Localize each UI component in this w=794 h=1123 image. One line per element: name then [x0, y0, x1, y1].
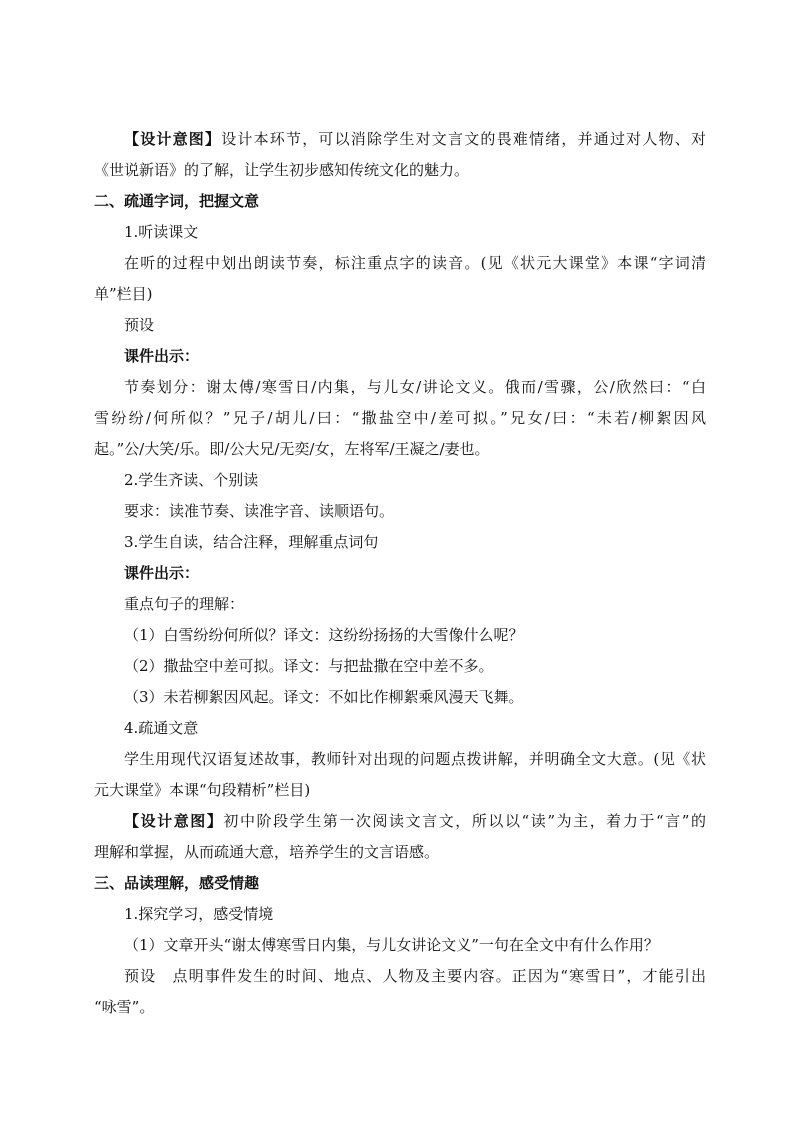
rhythm-line-1: 节奏划分：谢太傅/寒雪日/内集，与儿女/讲论文义。俄而/雪骤，公/欣然曰：“白	[124, 378, 706, 396]
design-intent-paragraph-1: 【设计意图】设计本环节，可以消除学生对文言文的畏难情绪，并通过对人物、对	[124, 130, 706, 148]
question-1: （1）文章开头“谢太傅寒雪日内集，与儿女讲论文义”一句在全文中有什么作用？	[124, 936, 659, 954]
listen-instruction-line-2: 单”栏目)	[94, 285, 153, 303]
rhythm-line-3: 起。”公/大笑/乐。即/公大兄/无奕/女，左将军/王凝之/妻也。	[94, 440, 490, 458]
meaning-line-1: 学生用现代汉语复述故事，教师针对出现的问题点拨讲解，并明确全文大意。(见《状	[124, 750, 706, 768]
step-title-read-aloud: 2.学生齐读、个别读	[124, 471, 259, 489]
courseware-label-2: 课件出示：	[124, 564, 200, 582]
answer-1-line-1: 预设 点明事件发生的时间、地点、人物及主要内容。正因为“寒雪日”，才能引出	[124, 967, 706, 985]
document-body	[94, 124, 706, 1023]
step-title-listen: 1.听读课文	[124, 223, 199, 241]
section-heading-2: 二、疏通字词，把握文意	[94, 192, 260, 210]
courseware-label-1: 课件出示：	[124, 347, 200, 365]
step-title-self-read: 3.学生自读，结合注释，理解重点词句	[124, 533, 379, 551]
key-sentence-2: （2）撒盐空中差可拟。译文：与把盐撒在空中差不多。	[124, 657, 494, 675]
rhythm-line-2: 雪纷纷/何所似？”兄子/胡儿/曰：“撒盐空中/差可拟。”兄女/曰：“未若/柳絮因风	[94, 409, 706, 427]
section-heading-3: 三、品读理解，感受情趣	[94, 874, 260, 892]
answer-1-line-2: “咏雪”。	[94, 998, 155, 1016]
design-intent-paragraph-1-line-2: 《世说新语》的了解，让学生初步感知传统文化的魅力。	[94, 161, 470, 179]
key-sentence-1: （1）白雪纷纷何所似？译文：这纷纷扬扬的大雪像什么呢？	[124, 626, 524, 644]
meaning-line-2: 元大课堂》本课“句段精析”栏目)	[94, 781, 311, 799]
read-aloud-requirement: 要求：读准节奏、读准字音、读顺语句。	[124, 502, 395, 520]
design-intent-tag: 【设计意图】	[124, 812, 224, 830]
design-intent-tag: 【设计意图】	[124, 130, 222, 148]
key-sentence-label: 重点句子的理解：	[124, 595, 245, 613]
key-sentence-3: （3）未若柳絮因风起。译文：不如比作柳絮乘风漫天飞舞。	[124, 688, 524, 706]
step-title-explore: 1.探究学习，感受情境	[124, 905, 274, 923]
design-intent-paragraph-2-line-2: 理解和掌握，从而疏通大意，培养学生的文言语感。	[94, 843, 440, 861]
listen-instruction-line-1: 在听的过程中划出朗读节奏，标注重点字的读音。(见《状元大课堂》本课“字词清	[124, 254, 706, 272]
preset-label: 预设	[124, 316, 155, 334]
step-title-meaning: 4.疏通文意	[124, 719, 199, 737]
design-intent-paragraph-2: 【设计意图】初中阶段学生第一次阅读文言文，所以以“读”为主，着力于“言”的	[124, 812, 706, 830]
